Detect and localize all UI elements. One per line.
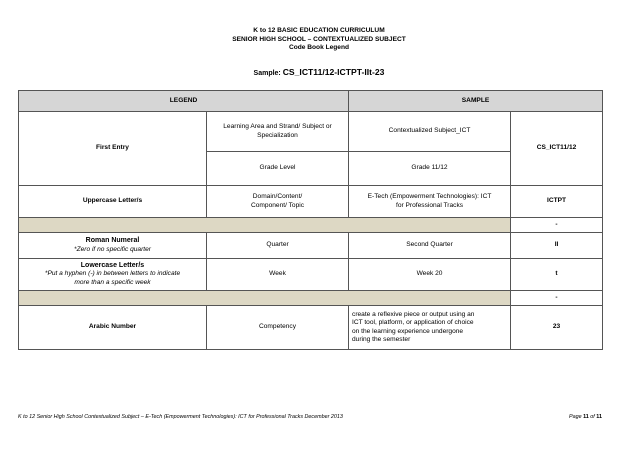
table-row: [19, 233, 603, 259]
lowercase-note-line-1: *Put a hyphen (-) in between letters to indicate: [44, 270, 181, 278]
code-legend-table: [18, 90, 603, 350]
lowercase-value: Week 20: [349, 259, 511, 291]
sample-code-line: [0, 67, 638, 77]
table-row: [19, 186, 603, 218]
first-entry-code: CS_ICT11/12: [511, 112, 603, 186]
separator-row: [19, 218, 603, 233]
header-line-2: SENIOR HIGH SCHOOL – CONTEXTUALIZED SUBJECT: [232, 35, 406, 43]
page-indicator: [569, 414, 602, 420]
arabic-desc: Competency: [207, 306, 349, 350]
separator-dash-2: -: [511, 291, 603, 306]
first-entry-label: First Entry: [19, 112, 207, 186]
lowercase-desc: Week: [207, 259, 349, 291]
first-entry-value-1: Contextualized Subject_ICT: [349, 112, 511, 152]
lowercase-label-cell: [19, 259, 207, 291]
roman-code: II: [511, 233, 603, 259]
lowercase-label: Lowercase Letter/s: [80, 261, 145, 269]
roman-note: *Zero if no specific quarter: [74, 245, 151, 253]
sample-code: CS_ICT11/12-ICTPT-IIt-23: [282, 67, 385, 77]
first-entry-desc-1: Learning Area and Strand/ Subject or Specialization: [207, 112, 349, 152]
arabic-code: 23: [511, 306, 603, 350]
uppercase-value-line-1: E-Tech (Empowerment Technologies): ICT: [367, 193, 492, 201]
table-header-row: [19, 91, 603, 112]
arabic-value: [349, 306, 511, 350]
arabic-label: Arabic Number: [19, 306, 207, 350]
roman-label: Roman Numeral: [85, 237, 140, 245]
roman-value: Second Quarter: [349, 233, 511, 259]
sample-label: Sample:: [253, 70, 281, 77]
table-row: [19, 259, 603, 291]
roman-label-cell: [19, 233, 207, 259]
sample-header: SAMPLE: [349, 91, 603, 112]
document-header: [0, 27, 638, 53]
footer-text: K to 12 Senior High School Contextualized Subject – E-Tech (Empowerment Technologies): ICT for Professional Tracks December 2013: [18, 414, 343, 420]
uppercase-desc-line-2: Component/ Topic: [250, 201, 305, 209]
arabic-value-line-4: during the semester: [352, 335, 411, 343]
page-number: 11: [583, 414, 589, 420]
uppercase-value-line-2: for Professional Tracks: [395, 201, 464, 209]
table-row: [19, 112, 603, 152]
uppercase-code: ICTPT: [511, 186, 603, 218]
separator-row: [19, 291, 603, 306]
header-line-3: Code Book Legend: [288, 44, 350, 51]
uppercase-desc: [207, 186, 349, 218]
table-row: [19, 306, 603, 350]
separator-dash-1: -: [511, 218, 603, 233]
page-total: 11: [596, 414, 602, 420]
page-of: of: [590, 414, 595, 420]
uppercase-desc-line-1: Domain/Content/: [252, 193, 303, 201]
uppercase-value: [349, 186, 511, 218]
lowercase-note-line-2: more than a specific week: [74, 278, 151, 286]
first-entry-value-2: Grade 11/12: [349, 152, 511, 186]
arabic-value-line-1: create a reflexive piece or output using an: [352, 310, 475, 318]
lowercase-code: t: [511, 259, 603, 291]
first-entry-desc-2: Grade Level: [207, 152, 349, 186]
uppercase-label: Uppercase Letter/s: [19, 186, 207, 218]
separator-fill: [19, 291, 511, 306]
arabic-value-line-2: ICT tool, platform, or application of choice: [352, 319, 474, 327]
roman-desc: Quarter: [207, 233, 349, 259]
header-line-1: K to 12 BASIC EDUCATION CURRICULUM: [253, 27, 385, 34]
arabic-value-line-3: on the learning experience undergone: [352, 327, 464, 335]
legend-header: LEGEND: [19, 91, 349, 112]
separator-fill: [19, 218, 511, 233]
page-footer: [18, 414, 602, 420]
page-prefix: Page: [569, 414, 582, 420]
